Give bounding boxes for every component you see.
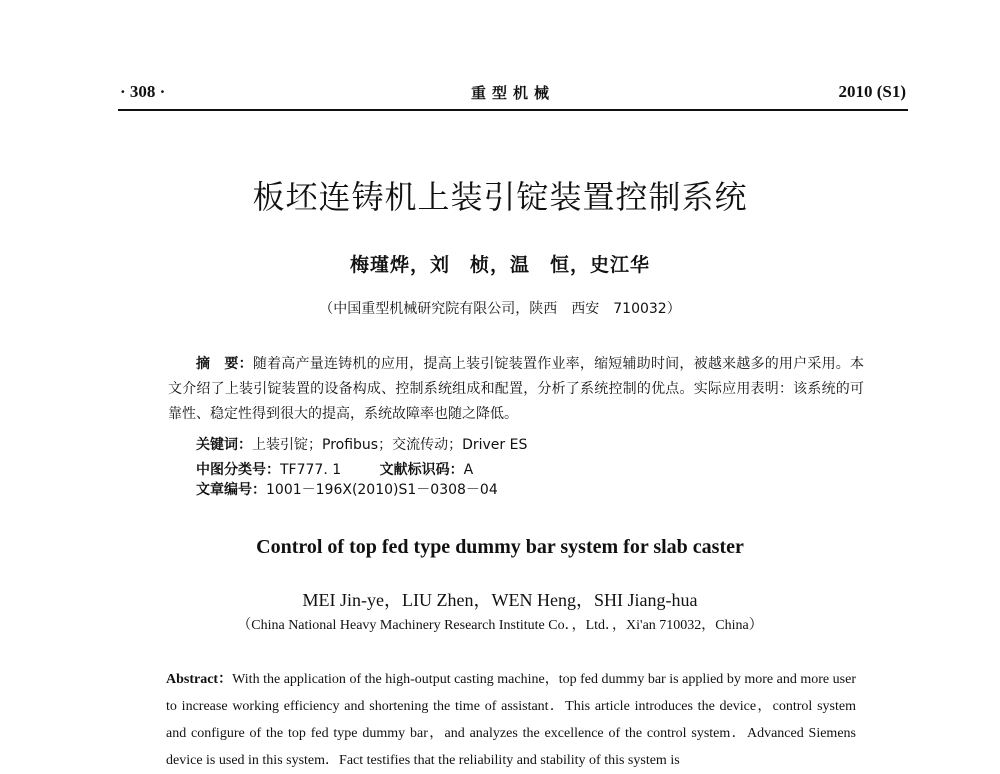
clc-value: TF777. 1	[280, 462, 342, 478]
abstract-chinese	[168, 352, 864, 427]
authors-english: MEI Jin-ye，LIU Zhen，WEN Heng，SHI Jiang-hua	[302, 590, 698, 610]
abstract-label-chinese: 摘 要：	[196, 356, 253, 372]
affiliation-chinese: （中国重型机械研究院有限公司，陕西 西安 710032）	[319, 301, 681, 317]
running-header	[120, 82, 906, 108]
authors-chinese: 梅瑾烨，刘 桢，温 恒，史江华	[349, 254, 650, 276]
header-rule	[118, 109, 908, 111]
keywords-label: 关键词：	[196, 437, 252, 453]
journal-name: 重型机械	[470, 84, 555, 102]
affiliation-english: （China National Heavy Machinery Research Institute Co．，Ltd．，Xi'an 710032，China）	[237, 618, 763, 633]
article-no-label: 文章编号：	[196, 482, 266, 498]
doc-code-value: A	[463, 462, 474, 478]
classification-line	[196, 459, 836, 499]
title-english: Control of top fed type dummy bar system for slab caster	[256, 536, 744, 558]
abstract-text-english: With the application of the high-output casting machine，top fed dummy bar is applied by more and more user to increase working efficiency and shortening the time of assistant．This article introduces the device，control system and configure of the top fed type dummy bar，and analyzes the excellence of the control system．Advanced Siemens device is used in this system．Fact testifies that the reliability and stability of this system is	[166, 672, 856, 768]
abstract-text-chinese: 随着高产量连铸机的应用，提高上装引锭装置作业率，缩短辅助时间，被越来越多的用户采用。本文介绍了上装引锭装置的设备构成、控制系统组成和配置，分析了系统控制的优点。实际应用表明：该系统的可靠性、稳定性得到很大的提高，系统故障率也随之降低。	[168, 356, 865, 422]
abstract-label-english: Abstract：	[166, 672, 233, 687]
clc-label: 中图分类号：	[196, 462, 280, 478]
doc-code-label: 文献标识码：	[379, 462, 464, 478]
issue-label: 2010 (S1)	[838, 82, 906, 101]
keywords-text: 上装引锭；Profibus；交流传动；Driver ES	[252, 437, 528, 453]
article-no-value: 1001－196X(2010)S1－0308－04	[266, 482, 498, 498]
keywords-chinese	[196, 434, 527, 454]
title-chinese: 板坯连铸机上装引锭装置控制系统	[252, 178, 748, 216]
abstract-english	[166, 666, 856, 774]
page-number: · 308 ·	[120, 82, 166, 101]
